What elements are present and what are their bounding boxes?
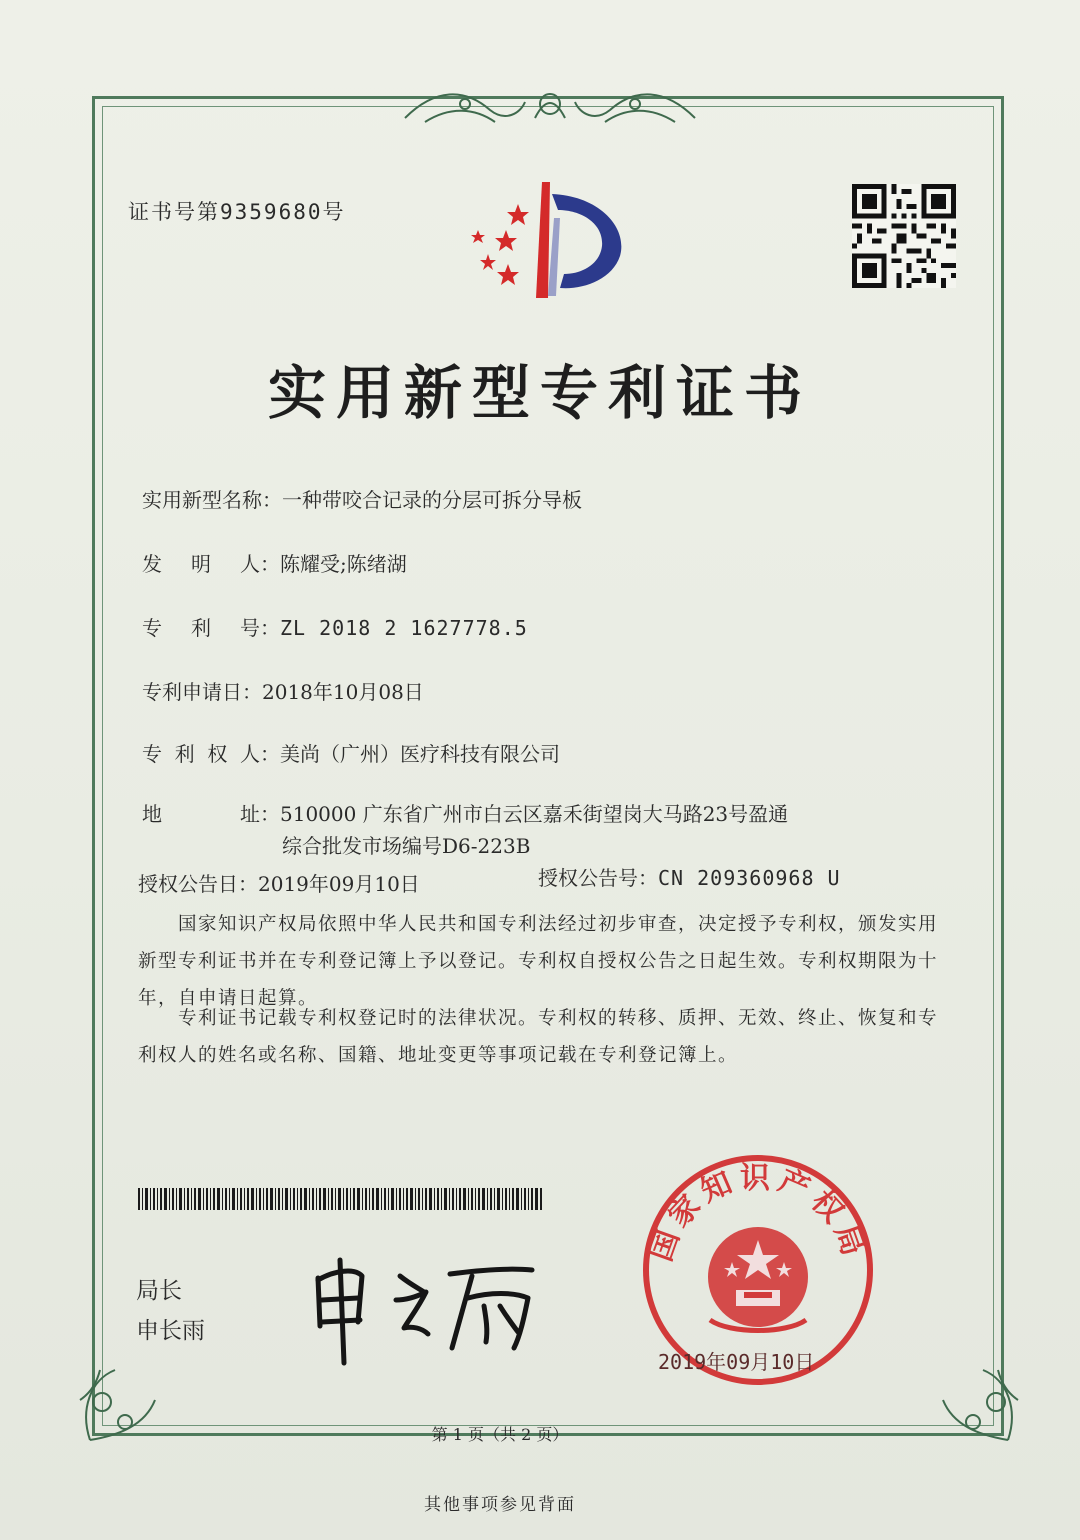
- inventor-row: [142, 548, 407, 577]
- certificate-number: 证书号第9359680号: [128, 200, 346, 224]
- field-label: 专利权人: [142, 742, 260, 766]
- field-label: 授权公告号：: [538, 866, 658, 890]
- field-label: 授权公告日：: [138, 872, 258, 896]
- address-value-line1: 510000 广东省广州市白云区嘉禾街望岗大马路23号盈通: [280, 802, 789, 826]
- field-colon: ：: [260, 616, 280, 640]
- statement-paragraph-2: [138, 1000, 938, 1074]
- grant-number-row: [538, 862, 841, 891]
- filing-date-value: 2018年10月08日: [262, 680, 424, 704]
- inventor-value: 陈耀受;陈绪湖: [280, 552, 407, 576]
- director-title: 局长: [136, 1278, 182, 1304]
- field-label: 专利号: [142, 616, 260, 640]
- grant-date-row: [138, 868, 420, 897]
- seal-date: 2019年09月10日: [658, 1350, 815, 1374]
- field-label: 实用新型名称：: [142, 488, 282, 512]
- field-label: 地址: [142, 802, 260, 826]
- patentee-value: 美尚（广州）医疗科技有限公司: [280, 742, 560, 766]
- statement-line: 年，自申请日起算。: [138, 988, 319, 1009]
- certificate-title: 实用新型专利证书: [267, 359, 812, 427]
- statement-line: 专利证书记载专利权登记时的法律状况。专利权的转移、质押、无效、终止、恢复和专: [178, 1008, 939, 1029]
- field-colon: ：: [260, 742, 280, 766]
- seal-text: 国家知识产权局: [643, 1160, 873, 1266]
- address-value-line2: 综合批发市场编号D6-223B: [282, 834, 531, 858]
- patent-number-row: [142, 612, 528, 641]
- signature-image: [300, 1248, 550, 1368]
- utility-model-name-value: 一种带咬合记录的分层可拆分导板: [282, 488, 582, 512]
- field-label: 专利申请日：: [142, 680, 262, 704]
- statement-line: 新型专利证书并在专利登记簿上予以登记。专利权自授权公告之日起生效。专利权期限为十: [138, 951, 939, 972]
- footer-note: 其他事项参见背面: [424, 1495, 576, 1515]
- address-row-continued: [282, 830, 530, 859]
- grant-date-value: 2019年09月10日: [258, 872, 420, 896]
- top-ornament-icon: [395, 78, 705, 134]
- grant-number-value: CN 209360968 U: [658, 866, 841, 890]
- field-colon: ：: [260, 802, 280, 826]
- filing-date-row: [142, 676, 424, 705]
- patentee-row: [142, 738, 560, 767]
- barcode: [138, 1188, 542, 1210]
- patent-number-value: ZL 2018 2 1627778.5: [280, 616, 528, 640]
- statement-line: 国家知识产权局依照中华人民共和国专利法经过初步审查，决定授予专利权，颁发实用: [178, 914, 939, 935]
- field-label: 发明人: [142, 552, 260, 576]
- director-name: 申长雨: [136, 1318, 205, 1344]
- cnipa-logo-icon: [470, 178, 630, 308]
- address-row: [142, 798, 788, 827]
- qr-code: [852, 184, 956, 288]
- statement-line: 利权人的姓名或名称、国籍、地址变更等事项记载在专利登记簿上。: [138, 1045, 739, 1066]
- page-number: 第 1 页（共 2 页）: [431, 1425, 569, 1444]
- utility-model-name-row: [142, 484, 582, 513]
- field-colon: ：: [260, 552, 280, 576]
